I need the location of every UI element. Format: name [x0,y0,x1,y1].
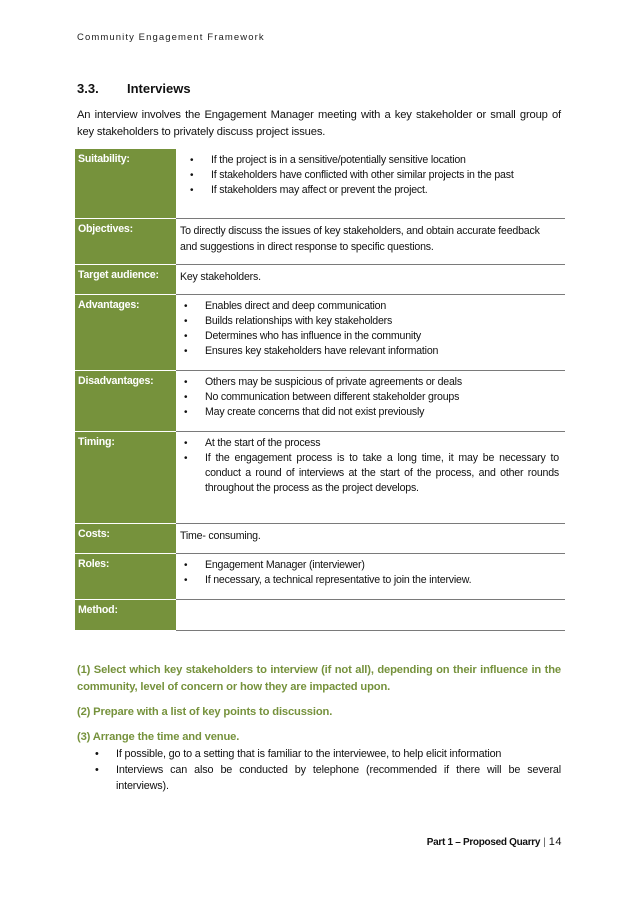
row-value [176,149,565,219]
list-item: • Interviews can also be conducted by telephone (recommended if there will be several interviews). [77,762,561,794]
row-label: Costs: [75,524,176,554]
list-item: • Ensures key stakeholders have relevant information [180,344,559,359]
list-item: • If stakeholders may affect or prevent the project. [186,183,559,198]
method-summary-table [75,148,565,631]
method-steps [77,662,561,794]
row-text: To directly discuss the issues of key stakeholders, and obtain accurate feedback and suggestions in direct response to specific questions. [180,225,540,253]
running-header: Community Engagement Framework [77,32,265,43]
row-label: Method: [75,600,176,631]
row-text: Key stakeholders. [180,271,261,283]
table-row-method [75,600,565,631]
row-value [176,295,565,371]
row-value [176,524,565,554]
row-label: Advantages: [75,295,176,371]
list-item: • Enables direct and deep communication [180,299,559,314]
row-value [176,265,565,295]
list-item: • If possible, go to a setting that is familiar to the interviewee, to help elicit information [77,746,561,762]
list-item: • If the project is in a sensitive/potentially sensitive location [186,153,559,168]
row-label: Timing: [75,432,176,524]
row-value [176,600,565,631]
table-row-suitability [75,149,565,219]
row-label: Objectives: [75,219,176,265]
list-item: • If the engagement process is to take a long time, it may be necessary to conduct a round of interviews at the start of the process, and other rounds throughout the process as the project develops. [180,451,559,496]
row-value [176,432,565,524]
method-step-2: (2) Prepare with a list of key points to discussion. [77,706,333,718]
footer-separator: | [543,836,546,848]
list-item: • Builds relationships with key stakeholders [180,314,559,329]
list-item: • No communication between different stakeholder groups [180,390,559,405]
table-row-target-audience [75,265,565,295]
list-item: • If stakeholders have conflicted with other similar projects in the past [186,168,559,183]
row-value [176,371,565,432]
method-step-1: (1) Select which key stakeholders to interview (if not all), depending on their influence in the community, level of concern or how they are impacted upon. [77,664,561,693]
table-row-timing [75,432,565,524]
table-row-advantages [75,295,565,371]
table-row-disadvantages [75,371,565,432]
row-label: Suitability: [75,149,176,219]
row-label: Roles: [75,554,176,600]
method-step-3-list [77,746,561,794]
intro-paragraph: An interview involves the Engagement Manager meeting with a key stakeholder or small group of key stakeholders to privately discuss project issues. [77,109,561,138]
page-footer [427,836,562,848]
table-row-costs [75,524,565,554]
section-title: Interviews [127,81,191,96]
row-value [176,554,565,600]
footer-part-label: Part 1 – Proposed Quarry [426,836,541,848]
page-number: 14 [548,836,562,848]
list-item: • May create concerns that did not exist previously [180,405,559,420]
table-row-roles [75,554,565,600]
list-item: • Engagement Manager (interviewer) [180,558,559,573]
row-label: Disadvantages: [75,371,176,432]
row-value [176,219,565,265]
section-number: 3.3. [77,81,99,96]
list-item: • At the start of the process [180,436,559,451]
section-heading [77,81,191,96]
method-step-3: (3) Arrange the time and venue. [77,731,240,743]
row-text: Time- consuming. [180,530,261,542]
list-item: • If necessary, a technical representative to join the interview. [180,573,559,588]
table-row-objectives [75,219,565,265]
row-label: Target audience: [75,265,176,295]
list-item: • Determines who has influence in the community [180,329,559,344]
list-item: • Others may be suspicious of private agreements or deals [180,375,559,390]
